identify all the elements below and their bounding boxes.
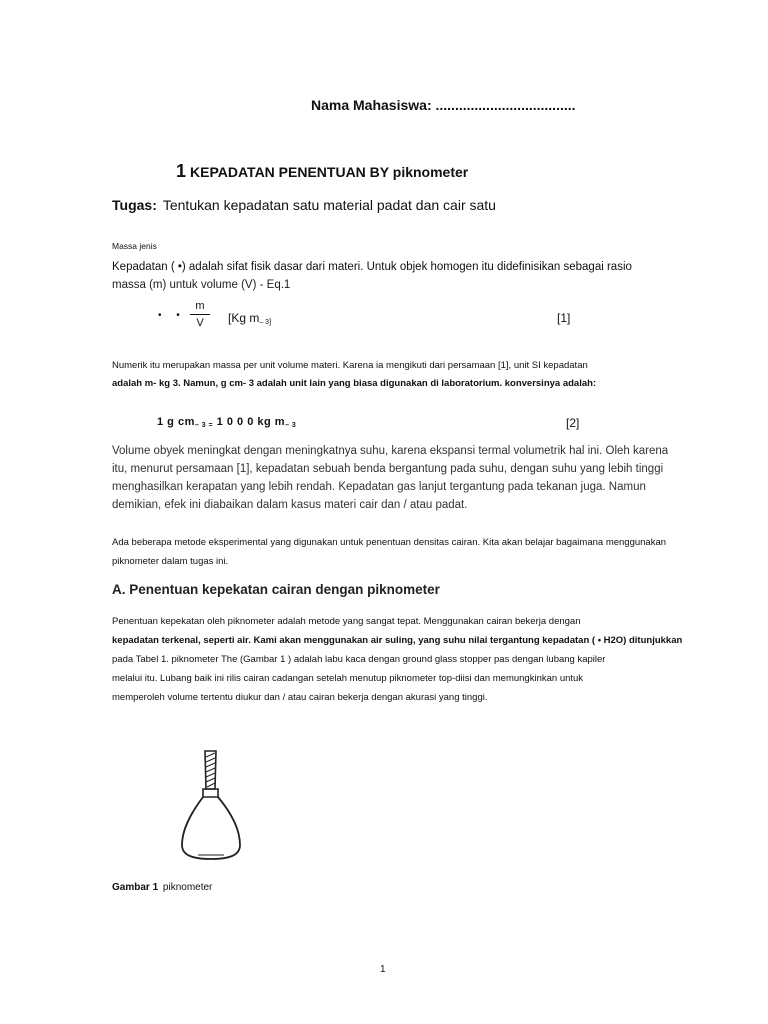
page-title	[176, 161, 468, 182]
equation-2-lhs	[157, 416, 296, 428]
eq2-exp-1: – 3 =	[194, 422, 214, 429]
section-a-line-3: pada Tabel 1. piknometer The (Gambar 1 ) adalah labu kaca dengan ground glass stopper pas dengan lubang kapiler	[112, 654, 606, 665]
equation-1	[112, 300, 592, 340]
unit-base: [Kg m	[228, 311, 260, 325]
numerik-paragraph	[112, 357, 672, 393]
unit-exponent: – 3]	[259, 319, 272, 326]
equation-2	[157, 416, 587, 428]
section-a-line-2: kepadatan terkenal, seperti air. Kami akan menggunakan air suling, yang suhu nilai tergantung kepadatan ( • H2O) ditunjukkan	[112, 635, 683, 646]
pycnometer-flask-drawing	[176, 747, 246, 867]
equation-1-unit	[228, 311, 271, 325]
equation-2-tag: [2]	[566, 416, 580, 430]
volume-paragraph: Volume obyek meningkat dengan meningkatnya suhu, karena ekspansi termal volumetrik hal ini. Oleh karena itu, menurut persamaan [1], kepadatan sebuah benda bergantung pada suhu, dengan suhu yang lebih tinggi menghasilkan kerapatan yang lebih rendah. Kepadatan gas lanjut tergantung pada tekanan juga. Namun demikian, efek ini diabaikan dalam kasus materi cair dan / atau padat.	[112, 445, 669, 511]
section-a-heading: A. Penentuan kepekatan cairan dengan piknometer	[112, 582, 440, 597]
figure-caption	[112, 882, 212, 893]
section-label: Massa jenis	[112, 241, 157, 251]
task-text: Tentukan kepadatan satu material padat dan cair satu	[162, 197, 496, 213]
equation-1-tag: [1]	[557, 311, 571, 325]
eq2-rhs-text: 1 0 0 0 kg m	[213, 416, 286, 428]
numerik-line-1: Numerik itu merupakan massa per unit volume materi. Karena ia mengikuti dari persamaan [1], unit SI kepadatan	[112, 360, 588, 371]
eq2-lhs-text: 1 g cm	[157, 416, 195, 428]
task-label: Tugas:	[112, 197, 157, 213]
section-a-line-5: memperoleh volume tertentu diukur dan / atau cairan bekerja dengan akurasi yang tinggi.	[112, 692, 488, 703]
eq2-exp-2: – 3	[285, 422, 297, 429]
methods-paragraph: Ada beberapa metode eksperimental yang digunakan untuk penentuan densitas cairan. Kita akan belajar bagaimana menggunakan piknometer dalam tugas ini.	[112, 537, 667, 567]
figure-caption-label: Gambar 1	[112, 882, 159, 893]
equation-1-numerator: m	[195, 300, 205, 312]
section-a-line-1: Penentuan kepekatan oleh piknometer adalah metode yang sangat tepat. Menggunakan cairan bekerja dengan	[112, 616, 581, 627]
figure-caption-text: piknometer	[162, 882, 213, 893]
student-name-line: Nama Mahasiswa: ....................................	[311, 97, 576, 113]
definition-line-1: Kepadatan ( •) adalah sifat fisik dasar dari materi. Untuk objek homogen itu didefinisikan sebagai rasio	[112, 261, 632, 273]
section-a-line-4: melalui itu. Lubang baik ini rilis cairan cadangan setelah menutup piknometer top-diisi dan memungkinkan untuk	[112, 673, 584, 684]
definition-line-2: massa (m) untuk volume (V) - Eq.1	[112, 279, 291, 291]
page-number: 1	[380, 964, 386, 975]
equation-1-denominator: V	[196, 317, 204, 329]
fraction-bar	[190, 314, 210, 315]
title-text: KEPADATAN PENENTUAN BY piknometer	[190, 164, 469, 180]
equation-1-rho: • •	[158, 310, 186, 321]
task-line	[112, 197, 496, 213]
title-number: 1	[176, 161, 187, 181]
definition-paragraph	[112, 258, 672, 294]
section-a-paragraph	[112, 612, 692, 707]
numerik-line-2: adalah m- kg 3. Namun, g cm- 3 adalah unit lain yang biasa digunakan di laboratorium. konversinya adalah:	[112, 378, 597, 389]
equation-1-fraction	[190, 300, 210, 329]
